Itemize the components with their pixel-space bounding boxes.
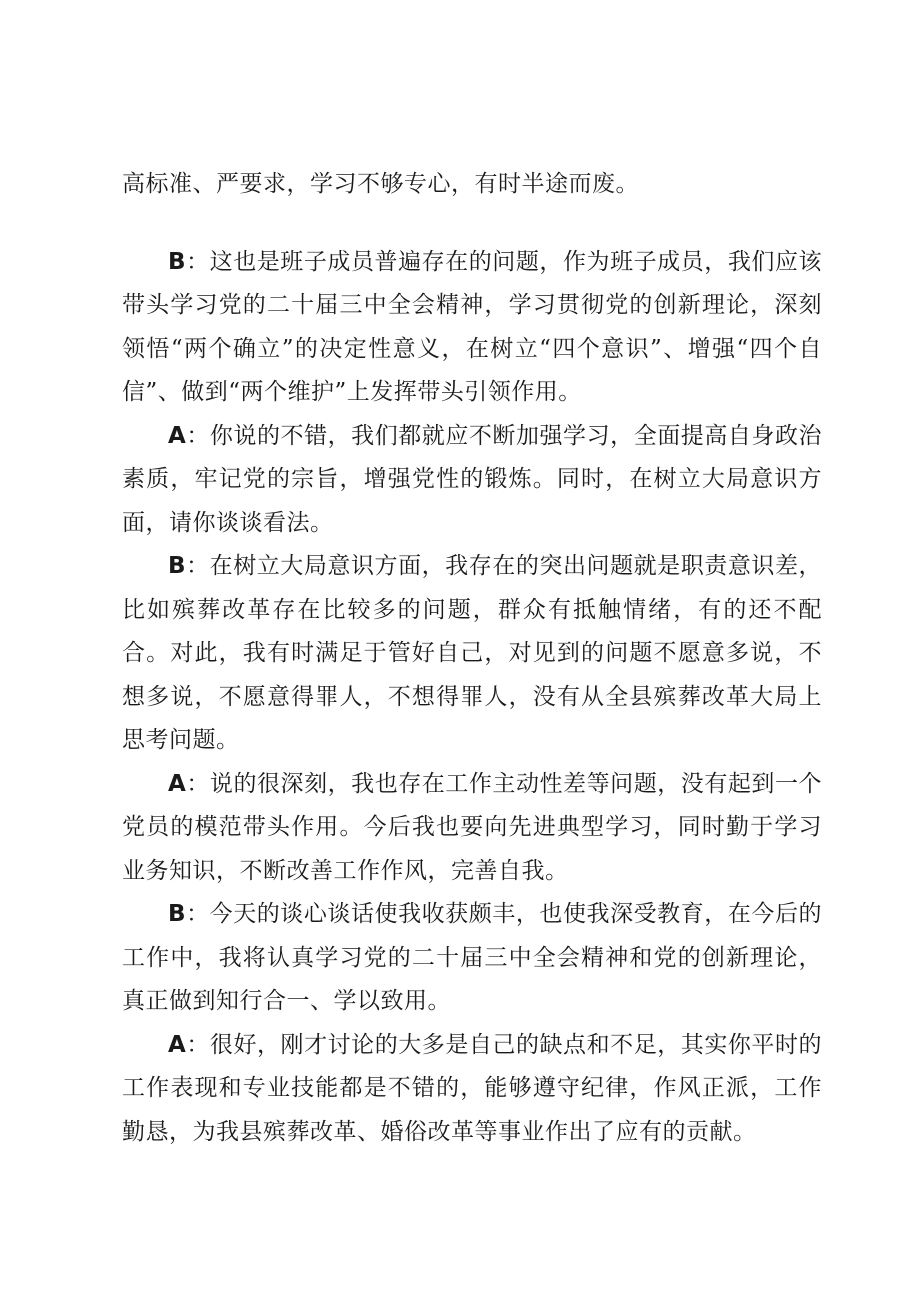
paragraph-text: ：你说的不错，我们都就应不断加强学习，全面提高自身政治素质，牢记党的宗旨，增强党性的锻炼。同时，在树立大局意识方面，请你谈谈看法。 bbox=[122, 422, 822, 536]
paragraph-continuation bbox=[122, 163, 822, 207]
paragraph-text: ：这也是班子成员普遍存在的问题，作为班子成员，我们应该带头学习党的二十届三中全会精神，学习贯彻党的创新理论，深刻领悟“两个确立”的决定性意义，在树立“四个意识”、增强“四个自信”、做到“两个维护”上发挥带头引领作用。 bbox=[122, 248, 822, 405]
paragraph-text: ：在树立大局意识方面，我存在的突出问题就是职责意识差，比如殡葬改革存在比较多的问题，群众有抵触情绪，有的还不配合。对此，我有时满足于管好自己，对见到的问题不愿意多说，不想多说，不愿意得罪人，不想得罪人，没有从全县殡葬改革大局上思考问题。 bbox=[122, 553, 822, 753]
dialogue-paragraph bbox=[122, 241, 822, 415]
dialogue-paragraph bbox=[122, 545, 822, 763]
speaker-label: B bbox=[168, 248, 187, 275]
dialogue-paragraph bbox=[122, 415, 822, 546]
dialogue-paragraph bbox=[122, 763, 822, 894]
dialogue-paragraph bbox=[122, 1024, 822, 1155]
dialogue-paragraph bbox=[122, 893, 822, 1024]
speaker-label: A bbox=[168, 770, 187, 797]
paragraph-text: ：很好，刚才讨论的大多是自己的缺点和不足，其实你平时的工作表现和专业技能都是不错的，能够遵守纪律，作风正派，工作勤恳，为我县殡葬改革、婚俗改革等事业作出了应有的贡献。 bbox=[122, 1031, 822, 1145]
speaker-label: B bbox=[168, 901, 187, 927]
paragraph-text: 高标准、严要求，学习不够专心，有时半途而废。 bbox=[122, 171, 639, 197]
document-body bbox=[122, 163, 822, 1154]
paragraph-text: ：说的很深刻，我也存在工作主动性差等问题，没有起到一个党员的模范带头作用。今后我也要向先进典型学习，同时勤于学习业务知识，不断改善工作作风，完善自我。 bbox=[122, 770, 822, 884]
speaker-label: B bbox=[168, 553, 187, 579]
speaker-label: A bbox=[168, 1031, 187, 1058]
speaker-label: A bbox=[168, 422, 187, 449]
paragraph-text: ：今天的谈心谈话使我收获颇丰，也使我深受教育，在今后的工作中，我将认真学习党的二十届三中全会精神和党的创新理论，真正做到知行合一、学以致用。 bbox=[122, 901, 822, 1014]
